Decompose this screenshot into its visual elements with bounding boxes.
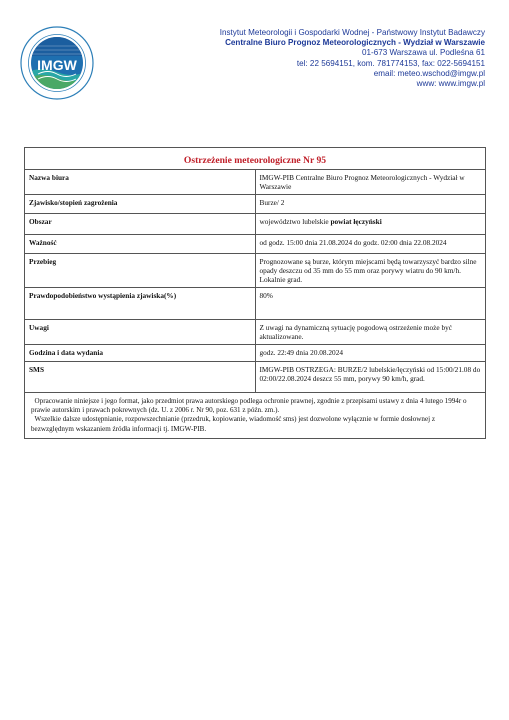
imgw-logo-emblem [20, 26, 94, 100]
row-godzina [25, 345, 486, 362]
copyright-text-1: Opracowanie niniejsze i jego format, jako przedmiot prawa autorskiego podlega ochronie prawnej, zgodnie z przepisami ustawy z dnia 4 lutego 1994r o prawie autorskim i prawach pokrewnych (dz. U. z 2006 r. Nr 90, poz. 631 z późn. zm.). [31, 397, 467, 415]
value-obszar [255, 214, 486, 235]
value-biuro: IMGW-PIB Centralne Biuro Prognoz Meteorologicznych - Wydział w Warszawie [255, 170, 486, 195]
label-przebieg: Przebieg [25, 254, 256, 288]
value-obszar-region: województwo lubelskie [259, 217, 331, 226]
value-zjawisko: Burze/ 2 [255, 195, 486, 214]
header-institute-name: Instytut Meteorologii i Gospodarki Wodnej - Państwowy Instytut Badawczy [219, 28, 485, 37]
row-uwagi [25, 320, 486, 345]
header-office-name: Centralne Biuro Prognoz Meteorologicznych - Wydział w Warszawie [225, 38, 485, 48]
row-obszar [25, 214, 486, 235]
copyright-paragraph-2 [31, 415, 479, 433]
row-zjawisko [25, 195, 486, 214]
header-website: www: www.imgw.pl [416, 79, 485, 89]
imgw-logo [20, 26, 94, 100]
label-waznosc: Ważność [25, 235, 256, 254]
value-obszar-county: powiat łęczyński [330, 217, 382, 226]
label-obszar: Obszar [25, 214, 256, 235]
label-godzina: Godzina i data wydania [25, 345, 256, 362]
label-sms: SMS [25, 362, 256, 393]
value-uwagi: Z uwagi na dynamiczną sytuację pogodową ostrzeżenie może być aktualizowane. [255, 320, 486, 345]
label-zjawisko: Zjawisko/stopień zagrożenia [25, 195, 256, 214]
header-phone: tel: 22 5694151, kom. 781774153, fax: 022-5694151 [296, 58, 485, 68]
value-sms: IMGW-PIB OSTRZEGA: BURZE/2 lubelskie/łęczyński od 15:00/21.08 do 02:00/22.08.2024 deszcz 55 mm, porywy 90 km/h, grad. [255, 362, 486, 393]
label-biuro: Nazwa biura [25, 170, 256, 195]
institute-header [165, 28, 485, 89]
row-sms [25, 362, 486, 393]
copyright-text-2: Wszelkie dalsze udostępnianie, rozpowszechnianie (przedruk, kopiowanie, wiadomość sms) jest dozwolone wyłącznie w formie dosłownej z bezwzględnym wskazaniem źródła informacji tj. IMGW-PIB. [31, 415, 436, 433]
row-prawdopodobienstwo [25, 288, 486, 320]
row-waznosc [25, 235, 486, 254]
warning-table [24, 147, 486, 439]
copyright-notice [25, 393, 486, 439]
row-przebieg [25, 254, 486, 288]
header-email: email: meteo.wschod@imgw.pl [373, 68, 485, 78]
value-przebieg: Prognozowane są burze, którym miejscami będą towarzyszyć bardzo silne opady deszczu od 35 mm do 55 mm oraz porywy wiatru do 90 km/h. Lokalnie grad. [255, 254, 486, 288]
row-biuro [25, 170, 486, 195]
label-uwagi: Uwagi [25, 320, 256, 345]
value-waznosc: od godz. 15:00 dnia 21.08.2024 do godz. 02:00 dnia 22.08.2024 [255, 235, 486, 254]
row-footer [25, 393, 486, 439]
value-prawdopodobienstwo: 80% [255, 288, 486, 320]
label-prawdopodobienstwo: Prawdopodobieństwo wystąpienia zjawiska(%) [25, 288, 256, 320]
copyright-paragraph-1 [31, 397, 479, 415]
header-address: 01-673 Warszawa ul. Podleśna 61 [362, 48, 485, 58]
value-godzina: godz. 22:49 dnia 20.08.2024 [255, 345, 486, 362]
warning-title: Ostrzeżenie meteorologiczne Nr 95 [25, 148, 486, 170]
logo-wordmark: IMGW [37, 57, 77, 73]
